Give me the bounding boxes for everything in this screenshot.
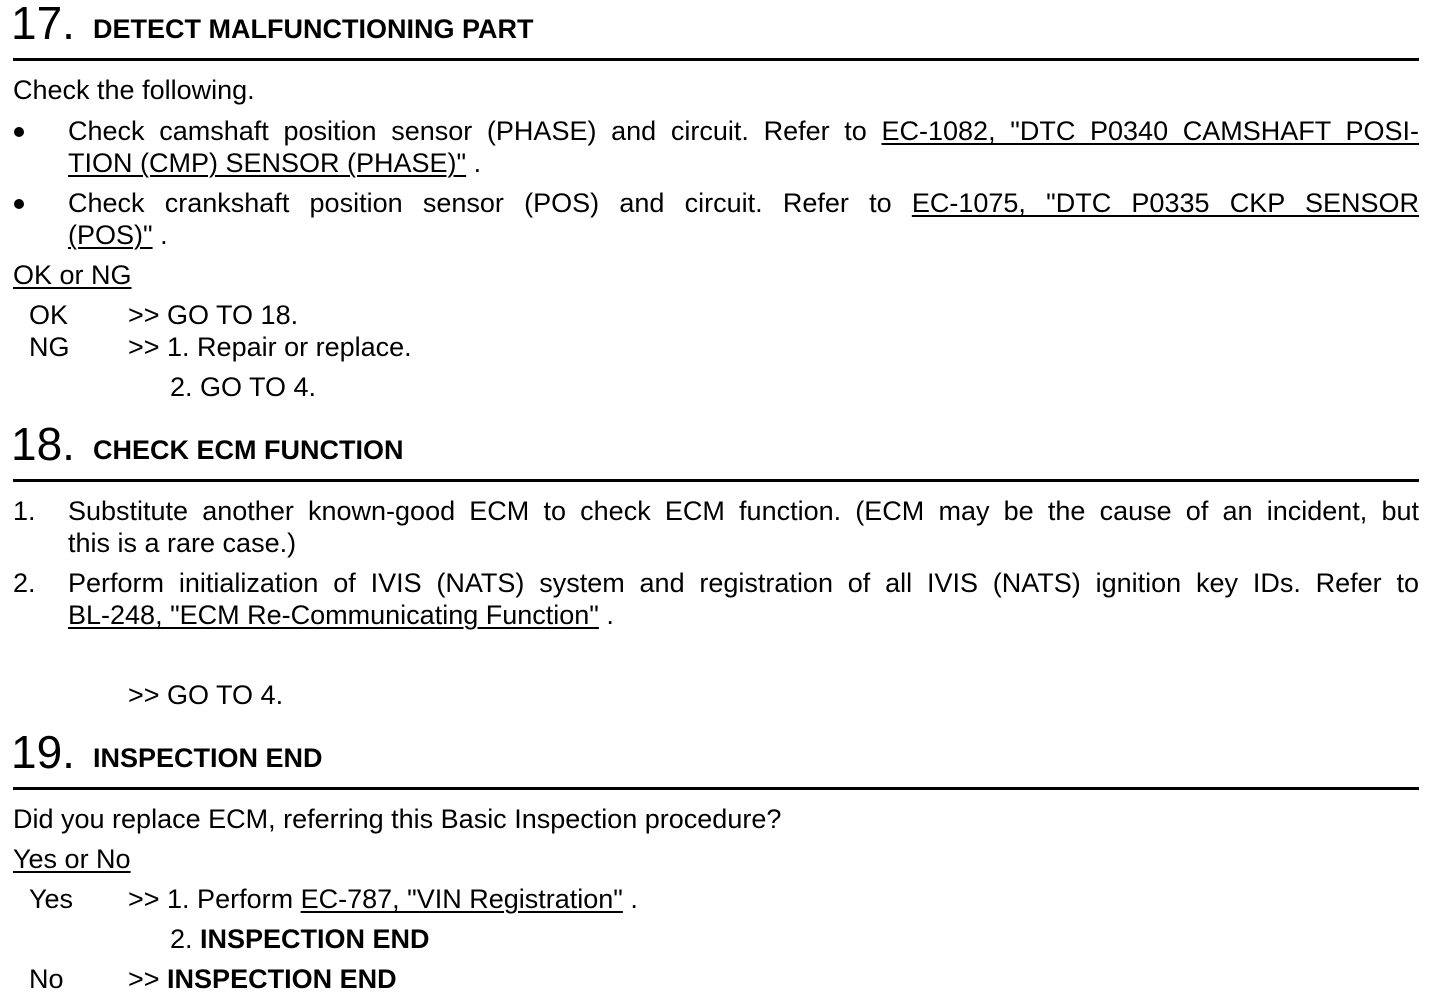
bullet-2-link-cont[interactable]: (POS)" — [68, 220, 153, 250]
step-19-question: Did you replace ECM, referring this Basic Inspection procedure? — [13, 804, 782, 834]
bullet-1-link-cont[interactable]: TION (CMP) SENSOR (PHASE)" — [68, 148, 467, 178]
step-17-bullet-2: Check crankshaft position sensor (POS) and circuit. Refer to EC-1075, "DTC P0335 CKP SENSOR (POS)" . — [68, 188, 1419, 250]
ok-action: >> GO TO 18. — [128, 300, 299, 330]
item-2-number: 2. — [13, 568, 36, 598]
bullet-1-text: Check camshaft position sensor (PHASE) and circuit. Refer to — [68, 116, 882, 146]
step-17-intro: Check the following. — [13, 75, 255, 105]
ng-action-2: 2. GO TO 4. — [170, 372, 317, 402]
bullet-2-text: Check crankshaft position sensor (POS) and circuit. Refer to — [68, 188, 912, 218]
no-action: >> INSPECTION END — [128, 964, 397, 994]
no-label: No — [29, 964, 64, 994]
step-18-action: >> GO TO 4. — [128, 680, 284, 710]
step-18-item-2: Perform initialization of IVIS (NATS) system and registration of all IVIS (NATS) ignition key IDs. Refer to BL-248, "ECM Re-Communicating Function" . — [68, 568, 1419, 630]
step-17-bullet-1: Check camshaft position sensor (PHASE) and circuit. Refer to EC-1082, "DTC P0340 CAMSHAFT POSI- TION (CMP) SENSOR (PHASE)" . — [68, 116, 1419, 178]
step-18-divider — [13, 479, 1419, 482]
step-17-number: 17. — [11, 0, 75, 49]
ok-ng-label: OK or NG — [13, 260, 132, 290]
step-18-title: CHECK ECM FUNCTION — [93, 435, 404, 465]
bullet-2-link[interactable]: EC-1075, "DTC P0335 CKP SENSOR — [911, 188, 1419, 218]
ok-label: OK — [29, 300, 69, 330]
item-1-number: 1. — [13, 496, 36, 526]
step-18-item-1: Substitute another known-good ECM to check ECM function. (ECM may be the cause of an incident, but this is a rare case.) — [68, 496, 1419, 558]
ng-action-1: >> 1. Repair or replace. — [128, 332, 412, 362]
vin-registration-link[interactable]: EC-787, "VIN Registration" — [300, 884, 623, 914]
yes-action-2: 2. INSPECTION END — [170, 924, 430, 954]
step-17-title: DETECT MALFUNCTIONING PART — [93, 14, 534, 44]
bullet-1-link[interactable]: EC-1082, "DTC P0340 CAMSHAFT POSI- — [881, 116, 1419, 146]
step-19-number: 19. — [11, 726, 75, 778]
step-18-number: 18. — [11, 418, 75, 470]
yes-no-label: Yes or No — [13, 844, 131, 874]
yes-action-1: >> 1. Perform EC-787, "VIN Registration" . — [128, 884, 638, 914]
yes-label: Yes — [29, 884, 74, 914]
bullet-icon — [14, 127, 24, 137]
step-19-title: INSPECTION END — [93, 743, 323, 773]
bullet-icon — [14, 199, 24, 209]
item-2-link[interactable]: BL-248, "ECM Re-Communicating Function" — [68, 600, 599, 630]
ng-label: NG — [29, 332, 70, 362]
step-17-divider — [13, 58, 1419, 61]
step-19-divider — [13, 787, 1419, 790]
